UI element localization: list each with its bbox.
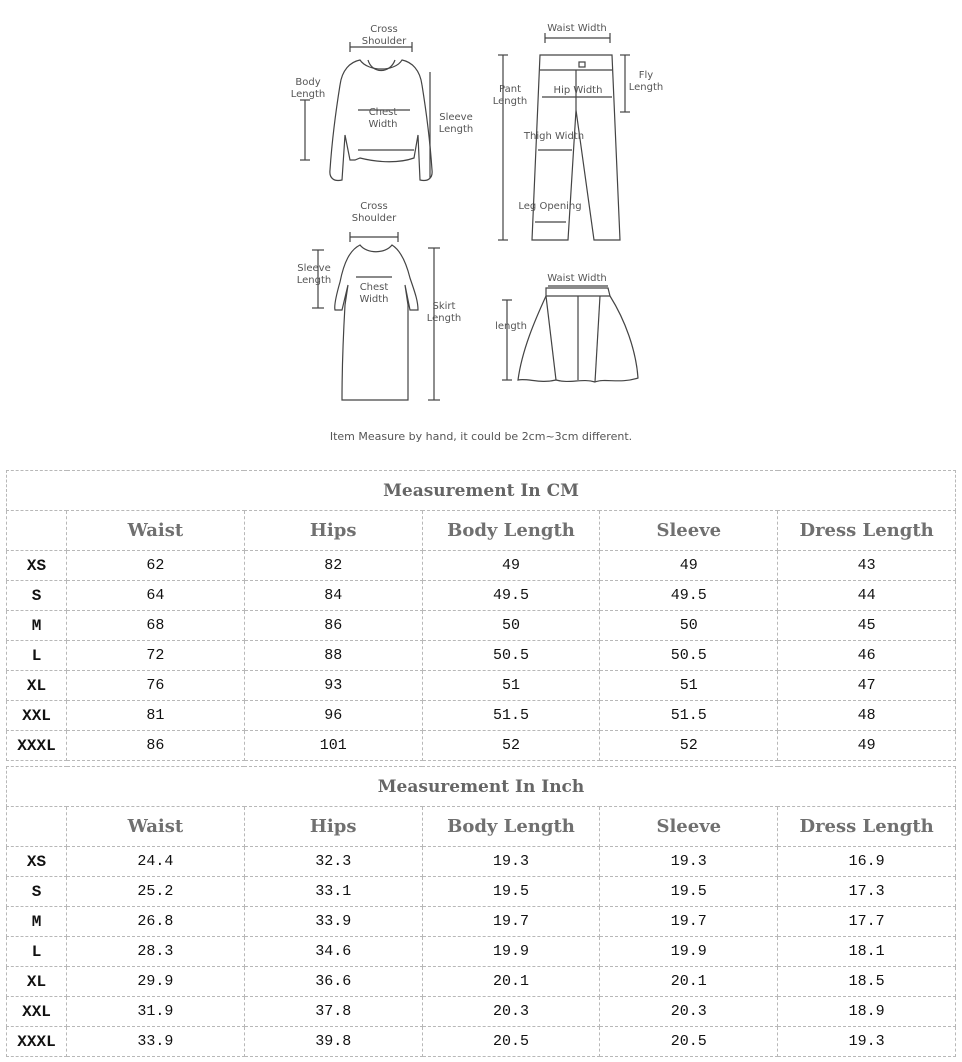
table-cell: 25.2 [67, 877, 245, 907]
table-cell: 86 [67, 731, 245, 761]
size-cell: XL [7, 967, 67, 997]
dress-outline [335, 245, 418, 400]
header-cell: Dress Length [778, 807, 956, 847]
size-cell: XXL [7, 997, 67, 1027]
garment-illustrations [0, 0, 962, 430]
table-row [7, 847, 956, 877]
table-cell: 44 [778, 581, 956, 611]
label-body-length: Body Length [290, 77, 326, 100]
table-cell: 19.3 [600, 847, 778, 877]
label-sleeve-length-top: Sleeve Length [438, 112, 474, 135]
size-cell: M [7, 611, 67, 641]
size-cell: L [7, 641, 67, 671]
table-cell: 20.5 [600, 1027, 778, 1057]
table-cell: 49.5 [600, 581, 778, 611]
header-cell: Waist [67, 807, 245, 847]
measurement-diagram [0, 0, 962, 460]
table-row [7, 641, 956, 671]
table-cell: 49 [600, 551, 778, 581]
size-cell: XS [7, 847, 67, 877]
table-cell: 17.7 [778, 907, 956, 937]
size-cell: XXXL [7, 1027, 67, 1057]
table-cell: 17.3 [778, 877, 956, 907]
table-cell: 19.9 [600, 937, 778, 967]
table-cell: 46 [778, 641, 956, 671]
size-cell: XXXL [7, 731, 67, 761]
table-cell: 52 [422, 731, 600, 761]
table-row [7, 1027, 956, 1057]
label-thigh-width: Thigh Width [523, 131, 585, 142]
label-chest-width-top: Chest Width [368, 107, 398, 130]
header-cell: Body Length [422, 511, 600, 551]
header-cell: Hips [244, 807, 422, 847]
table-row [7, 937, 956, 967]
table-cell: 101 [244, 731, 422, 761]
table-cell: 76 [67, 671, 245, 701]
table-cell: 49 [422, 551, 600, 581]
header-cell [7, 511, 67, 551]
label-waist-width-pants: Waist Width [547, 23, 607, 34]
label-hip-width: Hip Width [553, 85, 603, 96]
table-cell: 47 [778, 671, 956, 701]
table-cell: 26.8 [67, 907, 245, 937]
table-cell: 86 [244, 611, 422, 641]
table-cell: 19.9 [422, 937, 600, 967]
table-cell: 31.9 [67, 997, 245, 1027]
table-cell: 84 [244, 581, 422, 611]
table-cell: 51.5 [600, 701, 778, 731]
table-cell: 19.5 [600, 877, 778, 907]
table-cell: 51.5 [422, 701, 600, 731]
size-cell: XS [7, 551, 67, 581]
label-skirt-length: Skirt Length [426, 301, 462, 324]
table-cell: 51 [600, 671, 778, 701]
table-cell: 68 [67, 611, 245, 641]
label-cross-shoulder-top: Cross Shoulder [361, 24, 407, 47]
header-cell: Dress Length [778, 511, 956, 551]
table-cell: 93 [244, 671, 422, 701]
table-cell: 37.8 [244, 997, 422, 1027]
table-cell: 20.3 [600, 997, 778, 1027]
table-row [7, 701, 956, 731]
table-row [7, 611, 956, 641]
table-row [7, 581, 956, 611]
table-cell: 50 [422, 611, 600, 641]
table-cell: 28.3 [67, 937, 245, 967]
table-cell: 33.9 [244, 907, 422, 937]
table-cell: 45 [778, 611, 956, 641]
table-row [7, 907, 956, 937]
table-cell: 88 [244, 641, 422, 671]
table-cell: 62 [67, 551, 245, 581]
inch-table-title: Measurement In Inch [7, 767, 956, 807]
table-row [7, 877, 956, 907]
table-cell: 33.9 [67, 1027, 245, 1057]
size-cell: S [7, 581, 67, 611]
table-header-row [7, 511, 956, 551]
table-cell: 52 [600, 731, 778, 761]
table-cell: 16.9 [778, 847, 956, 877]
table-cell: 51 [422, 671, 600, 701]
size-cell: S [7, 877, 67, 907]
header-cell: Body Length [422, 807, 600, 847]
table-cell: 64 [67, 581, 245, 611]
header-cell: Sleeve [600, 807, 778, 847]
table-row [7, 731, 956, 761]
label-chest-width-dress: Chest Width [359, 282, 389, 305]
table-cell: 29.9 [67, 967, 245, 997]
table-cell: 19.7 [600, 907, 778, 937]
table-row [7, 967, 956, 997]
header-cell [7, 807, 67, 847]
table-cell: 20.1 [422, 967, 600, 997]
label-pant-length: Pant Length [492, 84, 528, 107]
table-cell: 50 [600, 611, 778, 641]
table-cell: 32.3 [244, 847, 422, 877]
table-cell: 48 [778, 701, 956, 731]
table-row [7, 551, 956, 581]
table-cell: 18.9 [778, 997, 956, 1027]
table-cell: 96 [244, 701, 422, 731]
table-cell: 82 [244, 551, 422, 581]
label-leg-opening: Leg Opening [518, 201, 582, 212]
header-cell: Waist [67, 511, 245, 551]
table-cell: 20.1 [600, 967, 778, 997]
size-cell: XXL [7, 701, 67, 731]
table-cell: 43 [778, 551, 956, 581]
table-cell: 18.1 [778, 937, 956, 967]
header-cell: Sleeve [600, 511, 778, 551]
table-cell: 50.5 [422, 641, 600, 671]
size-cell: M [7, 907, 67, 937]
table-cell: 18.5 [778, 967, 956, 997]
table-cell: 19.7 [422, 907, 600, 937]
table-cell: 49 [778, 731, 956, 761]
table-cell: 24.4 [67, 847, 245, 877]
size-cell: L [7, 937, 67, 967]
table-cell: 19.3 [778, 1027, 956, 1057]
table-cell: 33.1 [244, 877, 422, 907]
label-sleeve-length-dress: Sleeve Length [296, 263, 332, 286]
table-cell: 19.5 [422, 877, 600, 907]
table-cell: 49.5 [422, 581, 600, 611]
table-row [7, 671, 956, 701]
table-cell: 39.8 [244, 1027, 422, 1057]
table-header-row [7, 807, 956, 847]
cm-table [6, 470, 956, 761]
label-length-skirt: length [495, 321, 527, 332]
inch-table [6, 766, 956, 1057]
table-row [7, 997, 956, 1027]
table-cell: 20.5 [422, 1027, 600, 1057]
label-waist-width-skirt: Waist Width [547, 273, 607, 284]
label-cross-shoulder-dress: Cross Shoulder [351, 201, 397, 224]
cm-table-title: Measurement In CM [7, 471, 956, 511]
table-cell: 36.6 [244, 967, 422, 997]
label-fly-length: Fly Length [628, 70, 664, 93]
measurement-note: Item Measure by hand, it could be 2cm~3cm different. [329, 430, 633, 443]
table-cell: 72 [67, 641, 245, 671]
table-cell: 34.6 [244, 937, 422, 967]
table-cell: 20.3 [422, 997, 600, 1027]
size-cell: XL [7, 671, 67, 701]
table-cell: 81 [67, 701, 245, 731]
header-cell: Hips [244, 511, 422, 551]
table-cell: 19.3 [422, 847, 600, 877]
table-cell: 50.5 [600, 641, 778, 671]
